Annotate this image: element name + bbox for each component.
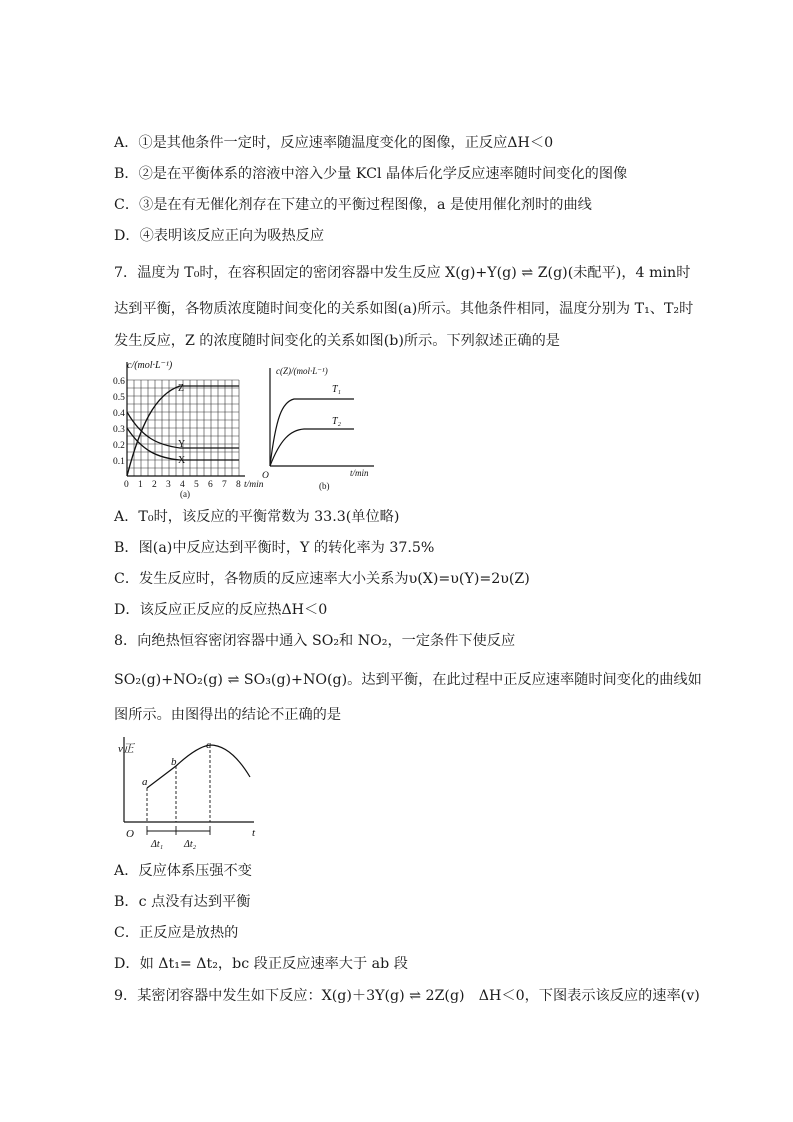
figure-b-caption: (b): [319, 481, 330, 491]
xtick: 2: [152, 480, 157, 490]
point-b-label: b: [171, 756, 177, 768]
option-b-line: B．②是在平衡体系的溶液中溶入少量 KCl 晶体后化学反应速率随时间变化的图像: [114, 166, 628, 182]
dt2-label: Δt₂: [184, 839, 197, 850]
label-y: Y: [178, 439, 186, 450]
xtick: 3: [166, 480, 171, 490]
xtick: 4: [180, 480, 185, 490]
rate-ylabel: v正: [118, 743, 134, 755]
question-9-line-1: 9．某密闭容器中发生如下反应：X(g)＋3Y(g) ⇌ 2Z(g) ΔH＜0，下图表示该反应的速率(v): [114, 988, 700, 1004]
curve-t2: [270, 429, 354, 466]
figure-a-caption: (a): [180, 489, 190, 499]
q8-option-b: B．c 点没有达到平衡: [114, 894, 251, 910]
option-d-line: D．④表明该反应正向为吸热反应: [114, 228, 325, 244]
rate-xlabel: t: [252, 827, 256, 839]
xtick: 6: [208, 480, 213, 490]
question-8-line-3: 图所示。由图得出的结论不正确的是: [114, 707, 342, 723]
xtick: 1: [138, 480, 143, 490]
rate-origin: O: [126, 828, 134, 840]
ytick: 0.6: [113, 377, 125, 387]
figure-b-origin: O: [262, 471, 269, 481]
label-z: Z: [178, 383, 185, 394]
question-7-line-1: 7．温度为 T₀时，在容积固定的密闭容器中发生反应 X(g)+Y(g) ⇌ Z(g)(未配平)，4 min时: [114, 265, 691, 281]
ytick: 0.5: [113, 393, 125, 403]
option-a-line: A．①是其他条件一定时，反应速率随温度变化的图像，正反应ΔH＜0: [114, 135, 554, 151]
figure-b-ylabel: c(Z)/(mol·L⁻¹): [276, 366, 328, 376]
curve-t1: [270, 399, 354, 466]
question-7-line-3: 发生反应，Z 的浓度随时间变化的关系如图(b)所示。下列叙述正确的是: [114, 333, 560, 349]
figure-b: [262, 362, 380, 497]
q7-option-c: C．发生反应时，各物质的反应速率大小关系为υ(X)=υ(Y)=2υ(Z): [114, 571, 530, 587]
point-a-label: a: [142, 776, 148, 788]
q7-option-a: A．T₀时，该反应的平衡常数为 33.3(单位略): [114, 509, 400, 525]
ytick: 0.3: [113, 425, 125, 435]
rate-curve: [147, 745, 250, 788]
figure-a-ylabel: c/(mol·L⁻¹): [127, 360, 173, 371]
ytick: 0.2: [113, 441, 125, 451]
label-x: X: [178, 455, 186, 466]
q8-option-c: C．正反应是放热的: [114, 925, 239, 941]
question-7-line-2: 达到平衡，各物质浓度随时间变化的关系如图(a)所示。其他条件相同，温度分别为 T₁、T₂时: [114, 301, 694, 317]
xtick: 8: [236, 480, 241, 490]
q7-option-b: B．图(a)中反应达到平衡时，Y 的转化率为 37.5%: [114, 540, 435, 556]
ytick: 0.1: [113, 457, 125, 467]
point-c-label: c: [206, 739, 211, 751]
q8-option-a: A．反应体系压强不变: [114, 863, 252, 879]
option-c-line: C．③是在有无催化剂存在下建立的平衡过程图像，a 是使用催化剂时的曲线: [114, 197, 592, 213]
xtick: 7: [222, 480, 227, 490]
figure-a: [110, 354, 275, 499]
xtick: 5: [194, 480, 199, 490]
label-t1: T₁: [332, 384, 342, 395]
q7-option-d: D．该反应正反应的反应热ΔH＜0: [114, 602, 328, 618]
question-8-line-1: 8．向绝热恒容密闭容器中通入 SO₂和 NO₂，一定条件下使反应: [114, 633, 516, 649]
q8-option-d: D．如 Δt₁= Δt₂，bc 段正反应速率大于 ab 段: [114, 956, 408, 972]
figure-rate: [110, 735, 270, 853]
label-t2: T₂: [332, 416, 342, 427]
dt1-label: Δt₁: [151, 839, 164, 850]
figure-b-xlabel: t/min: [350, 468, 369, 478]
ytick: 0.4: [113, 409, 125, 419]
question-8-line-2: SO₂(g)+NO₂(g) ⇌ SO₃(g)+NO(g)。达到平衡，在此过程中正反应速率随时间变化的曲线如: [114, 672, 702, 688]
figure-a-xlabel: t/min: [244, 480, 264, 490]
xtick: 0: [124, 480, 129, 490]
